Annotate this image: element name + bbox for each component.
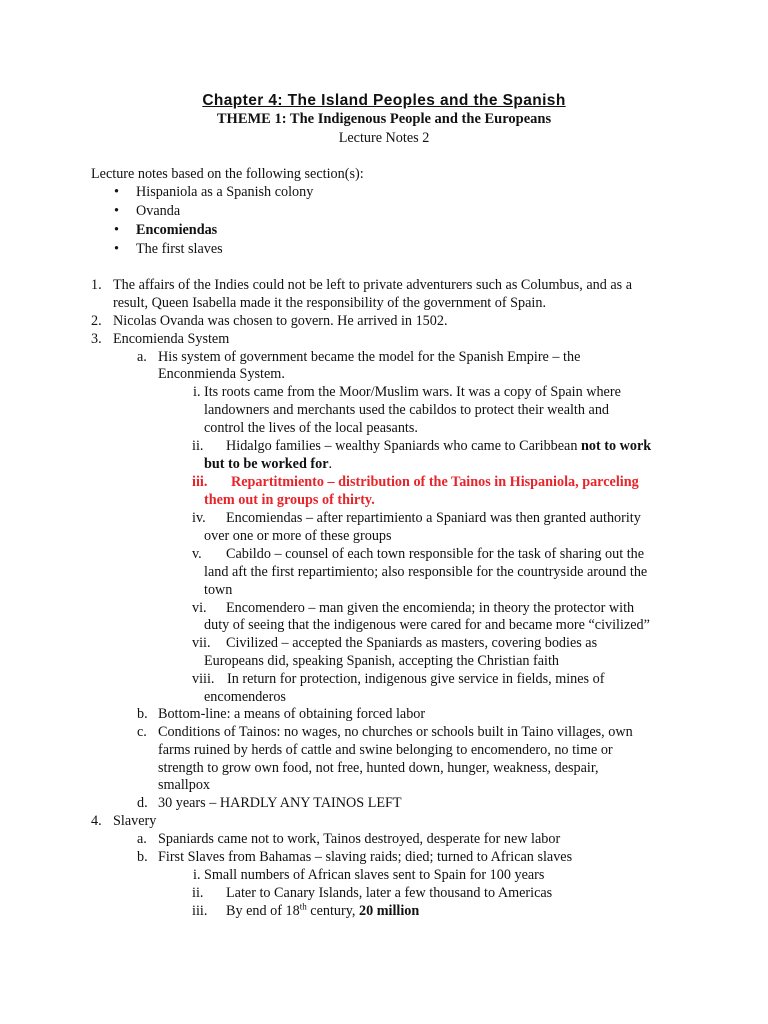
section-item: Ovanda [136, 203, 181, 219]
list-item-text: Hidalgo families – wealthy Spaniards who came to Caribbean [226, 438, 581, 454]
list-letter: c. [137, 724, 147, 740]
emphasis-text: 20 million [358, 903, 420, 919]
list-item-text: land aft the first repartimiento; also responsible for the countryside around the [204, 564, 648, 580]
list-number: 3. [91, 331, 102, 347]
list-item-text: town [204, 582, 233, 598]
list-item-text: Small numbers of African slaves sent to Spain for 100 years [204, 867, 545, 883]
bullet-icon: • [114, 241, 119, 257]
list-item-text: strength to grow own food, not free, hunted down, hunger, weakness, despair, [158, 760, 599, 776]
list-roman: vii. [192, 635, 211, 651]
list-roman: v. [192, 546, 202, 562]
highlighted-text: them out in groups of thirty. [204, 492, 375, 508]
highlighted-text: Repartitmiento – distribution of the Tainos in Hispaniola, parceling [231, 474, 639, 490]
superscript-text: th [299, 901, 307, 912]
list-roman: iv. [192, 510, 206, 526]
list-roman: i. [193, 384, 201, 400]
list-letter: d. [137, 795, 148, 811]
list-roman: iii. [192, 903, 208, 919]
emphasis-text: but to be worked for [204, 456, 329, 472]
list-item-text: Civilized – accepted the Spaniards as masters, covering bodies as [226, 635, 598, 651]
lecture-notes-subtitle: Lecture Notes 2 [338, 130, 430, 146]
list-number: 4. [91, 813, 102, 829]
theme-heading: THEME 1: The Indigenous People and the Europeans [216, 111, 552, 127]
list-item-text: Enconmienda System. [158, 366, 285, 382]
bullet-icon: • [114, 222, 119, 238]
list-item-text: Later to Canary Islands, later a few thousand to Americas [226, 885, 553, 901]
list-roman: ii. [192, 885, 204, 901]
list-item-text: duty of seeing that the indigenous were cared for and became more “civilized” [204, 617, 650, 633]
section-item: Encomiendas [136, 222, 218, 238]
list-item-text: encomenderos [204, 689, 286, 705]
list-item-text: control the lives of the local peasants. [204, 420, 418, 436]
chapter-title: Chapter 4: The Island Peoples and the Spanish [202, 92, 566, 109]
list-letter: b. [137, 706, 148, 722]
list-item-text: Bottom-line: a means of obtaining forced labor [158, 706, 426, 722]
list-item-text: First Slaves from Bahamas – slaving raids; died; turned to African slaves [158, 849, 573, 865]
emphasis-text: not to work [581, 438, 652, 454]
list-item-text: result, Queen Isabella made it the responsibility of the government of Spain. [113, 295, 547, 311]
list-item-text: Its roots came from the Moor/Muslim wars. It was a copy of Spain where [204, 384, 621, 400]
list-number: 1. [91, 277, 102, 293]
list-item-text: Encomienda System [113, 331, 230, 347]
list-item-text [204, 456, 332, 474]
list-item-text: century, [306, 903, 359, 919]
list-letter: a. [137, 831, 147, 847]
list-letter: b. [137, 849, 148, 865]
list-item-text: landowners and merchants used the cabildos to protect their wealth and [204, 402, 610, 418]
list-item-text: farms ruined by herds of cattle and swine belonging to encomendero, no time or [158, 742, 613, 758]
list-item-text: smallpox [158, 777, 211, 793]
list-number: 2. [91, 313, 102, 329]
list-item-text: Europeans did, speaking Spanish, accepting the Christian faith [204, 653, 559, 669]
list-item-text: Cabildo – counsel of each town responsible for the task of sharing out the [226, 546, 645, 562]
intro-text: Lecture notes based on the following section(s): [91, 166, 364, 182]
list-item-text: 30 years – HARDLY ANY TAINOS LEFT [158, 795, 402, 811]
list-item-text: The affairs of the Indies could not be left to private adventurers such as Columbus, and as a [113, 277, 633, 293]
section-item: The first slaves [136, 241, 223, 257]
list-item-text [226, 438, 651, 456]
list-item-text [226, 903, 419, 921]
list-roman: ii. [192, 438, 204, 454]
list-roman: vi. [192, 600, 207, 616]
list-item-text: Spaniards came not to work, Tainos destroyed, desperate for new labor [158, 831, 561, 847]
list-item-text: over one or more of these groups [204, 528, 392, 544]
list-item-text: Conditions of Tainos: no wages, no churches or schools built in Taino villages, own [158, 724, 633, 740]
list-item-text: Encomendero – man given the encomienda; in theory the protector with [226, 600, 635, 616]
list-roman: viii. [192, 671, 215, 687]
list-item-text: Encomiendas – after repartimiento a Spaniard was then granted authority [226, 510, 641, 526]
list-item-text: In return for protection, indigenous give service in fields, mines of [227, 671, 605, 687]
list-item-text: His system of government became the model for the Spanish Empire – the [158, 349, 581, 365]
section-item: Hispaniola as a Spanish colony [136, 184, 314, 200]
bullet-icon: • [114, 184, 119, 200]
list-item-text: By end of 18 [226, 903, 300, 919]
list-roman: i. [193, 867, 201, 883]
list-letter: a. [137, 349, 147, 365]
list-item-text: Nicolas Ovanda was chosen to govern. He arrived in 1502. [113, 313, 448, 329]
list-roman: iii. [192, 474, 208, 490]
bullet-icon: • [114, 203, 119, 219]
list-item-text: Slavery [113, 813, 157, 829]
list-item-text: . [328, 456, 333, 472]
